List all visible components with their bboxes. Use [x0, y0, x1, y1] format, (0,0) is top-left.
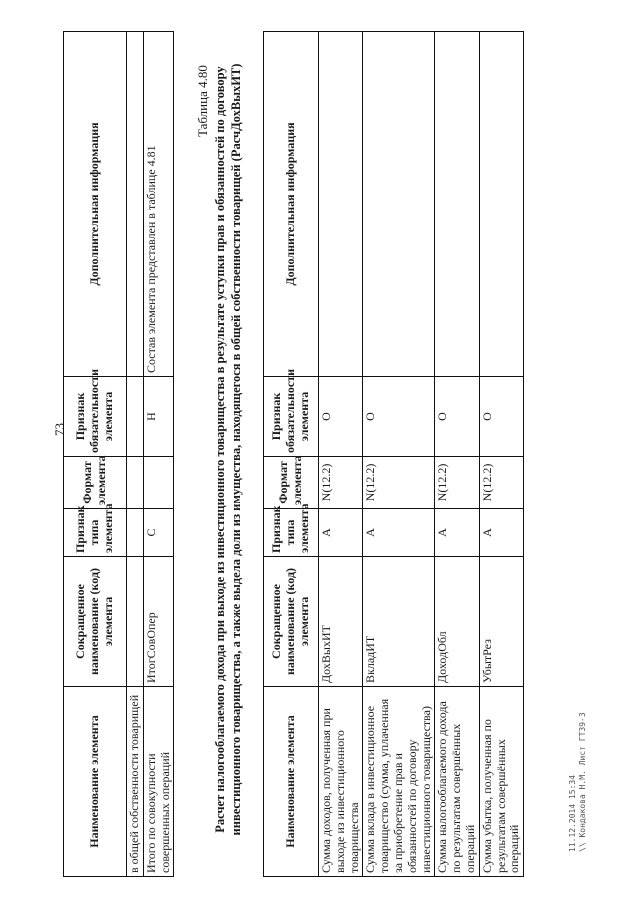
table-row [479, 32, 523, 877]
cell-type: А [435, 509, 479, 557]
cell-format: N(12.2) [319, 457, 363, 509]
cell-type [127, 509, 144, 557]
cell-info: Состав элемента представлен в таблице 4.81 [143, 32, 174, 377]
stamp-line-1: 11.12.2014 15:34 [568, 774, 577, 852]
table-header-row [64, 32, 127, 877]
cell-required: Н [143, 377, 174, 457]
cell-required [127, 377, 144, 457]
cell-name: Итого по совокупности совершенных операций [143, 687, 174, 877]
cell-info [127, 32, 144, 377]
cell-required: О [319, 377, 363, 457]
cell-name: в общей собственности товарищей [127, 687, 144, 877]
table-continuation [63, 31, 174, 877]
cell-required: О [435, 377, 479, 457]
cell-name: Сумма доходов, полученная при выходе из инвестиционного товарищества [319, 687, 363, 877]
table-number: Таблица 4.80 [195, 65, 210, 137]
table-row [435, 32, 479, 877]
cell-code: ДохВыхИТ [319, 557, 363, 687]
cell-type: А [363, 509, 435, 557]
header-type: Признак типа элемента [64, 509, 127, 557]
cell-type: А [479, 509, 523, 557]
cell-type: С [143, 509, 174, 557]
page-number: 73 [52, 423, 67, 436]
stamp-line-2: \\ Кондакова Н.М. Лист ГТ39-3 [577, 712, 587, 852]
cell-format: N(12.2) [479, 457, 523, 509]
cell-info [363, 32, 435, 377]
cell-name: Сумма убытка, полученная по результатам совершённых операций [479, 687, 523, 877]
header-format: Формат элемента [264, 457, 319, 509]
cell-info [479, 32, 523, 377]
table-caption: Расчет налогооблагаемого дохода при выходе из инвестиционного товарищества в результате уступки прав и обязанностей по договору инвестиционного товарищества, а также выдела доли из имущества, находящегося в общей собственности товарищей (РасчДохВыхИТ) [213, 63, 243, 836]
table-row [143, 32, 174, 877]
table-row [127, 32, 144, 877]
header-info: Дополнительная информация [64, 32, 127, 377]
header-name: Наименование элемента [64, 687, 127, 877]
cell-format: N(12.2) [435, 457, 479, 509]
cell-required: О [363, 377, 435, 457]
header-info: Дополнительная информация [264, 32, 319, 377]
cell-format: N(12.2) [363, 457, 435, 509]
header-code: Сокращенное наименование (код) элемента [64, 557, 127, 687]
cell-code: УбытРез [479, 557, 523, 687]
cell-info [319, 32, 363, 377]
cell-format [127, 457, 144, 509]
table-row [363, 32, 435, 877]
header-type: Признак типа элемента [264, 509, 319, 557]
print-stamp [568, 712, 587, 852]
cell-required: О [479, 377, 523, 457]
rotated-page-content [63, 17, 623, 877]
cell-name: Сумма вклада в инвестиционное товарищество (сумма, уплаченная за приобретение прав и обязанностей по договору инвестиционного товарищества) [363, 687, 435, 877]
header-code: Сокращенное наименование (код) элемента [264, 557, 319, 687]
cell-code: ИтогСовОпер [143, 557, 174, 687]
cell-code: ВкладИТ [363, 557, 435, 687]
header-required: Признак обязательности элемента [264, 377, 319, 457]
header-name: Наименование элемента [264, 687, 319, 877]
cell-code [127, 557, 144, 687]
table-header-row [264, 32, 319, 877]
header-required: Признак обязательности элемента [64, 377, 127, 457]
cell-info [435, 32, 479, 377]
table-rasch-doh-vyh-it [263, 31, 524, 877]
cell-format [143, 457, 174, 509]
cell-name: Сумма налогооблагаемого дохода по результатам совершённых операций [435, 687, 479, 877]
table-row [319, 32, 363, 877]
cell-type: А [319, 509, 363, 557]
cell-code: ДоходОбл [435, 557, 479, 687]
header-format: Формат элемента [64, 457, 127, 509]
